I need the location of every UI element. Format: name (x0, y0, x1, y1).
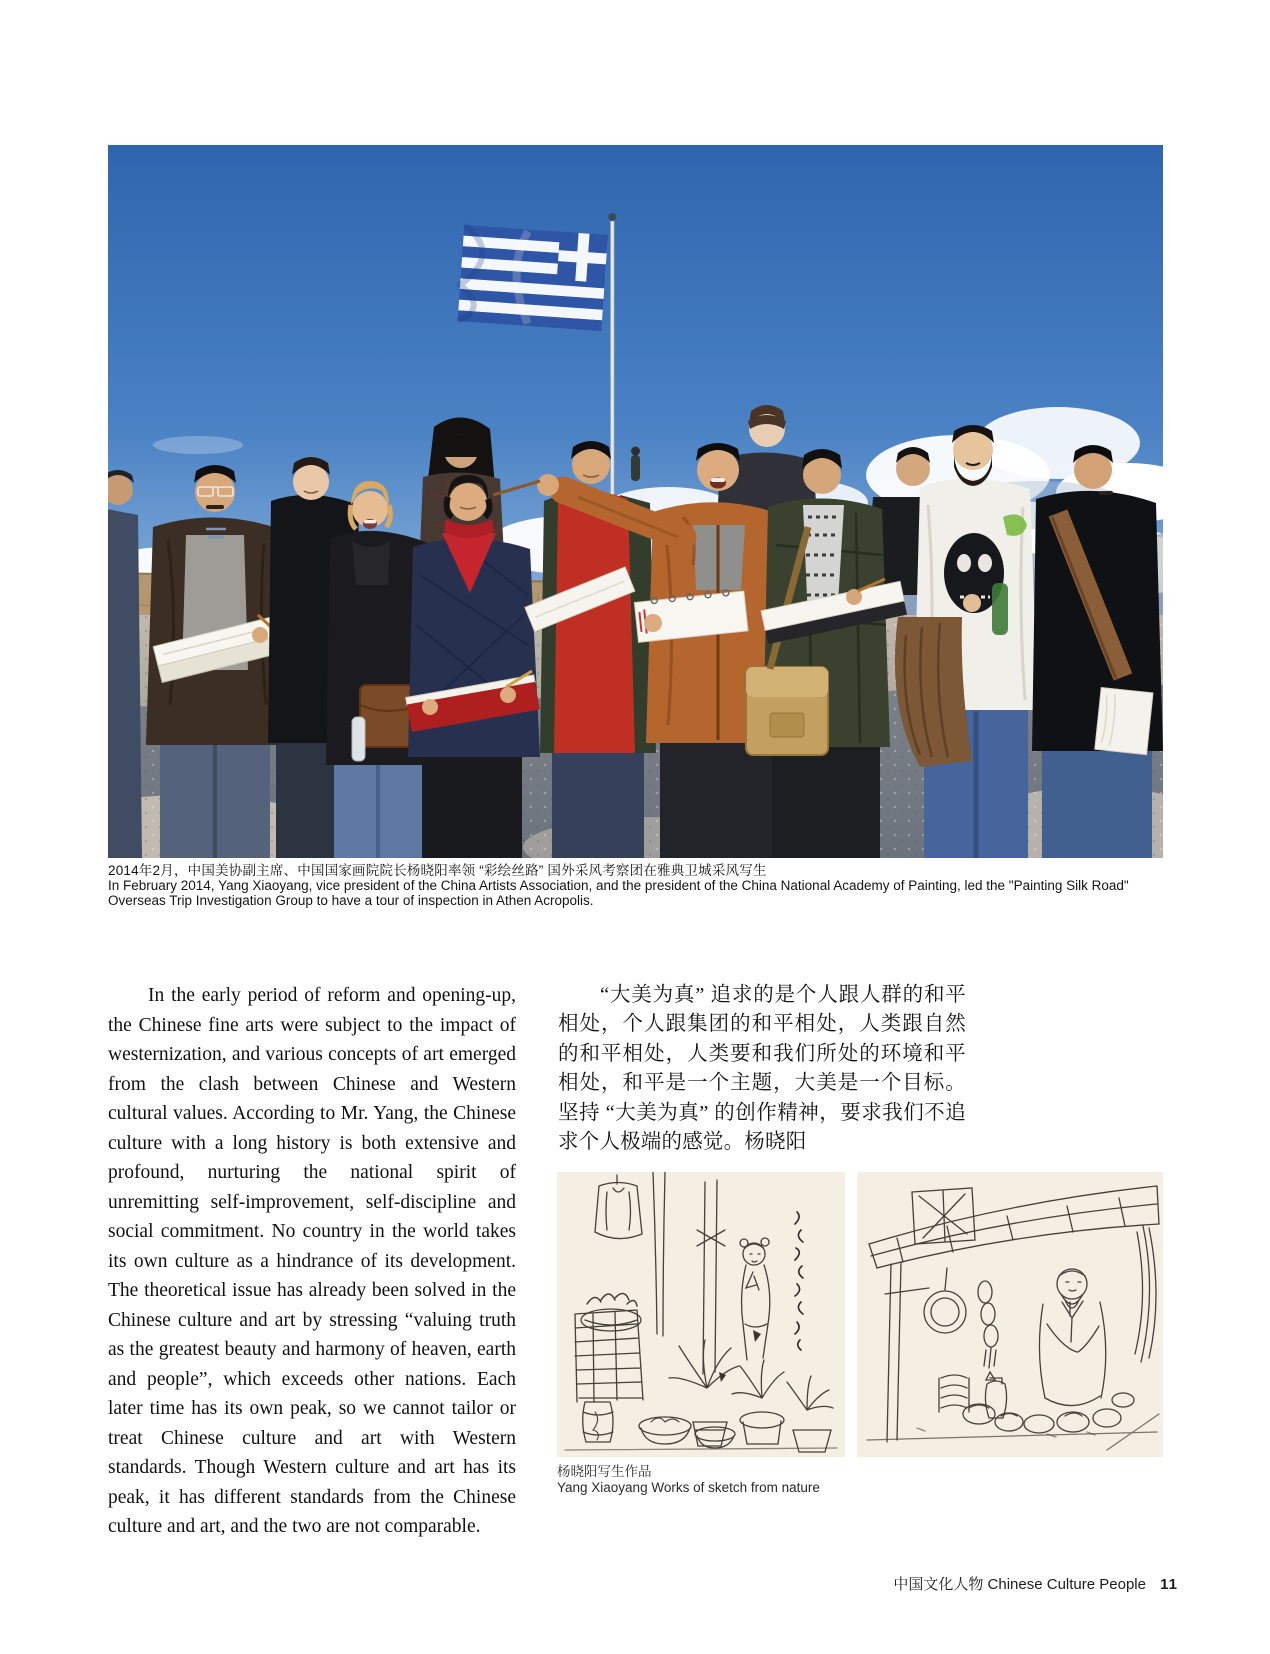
person-left-edge (108, 470, 142, 858)
sketch-stall-scene (857, 1172, 1163, 1457)
photo-caption-chinese: 2014年2月，中国美协副主席、中国国家画院院长杨晓阳率领 “彩绘丝路” 国外采风考察团在雅典卫城采风写生 (108, 863, 767, 878)
sketch-caption-english: Yang Xiaoyang Works of sketch from nature (557, 1480, 820, 1495)
sketch-caption (557, 1464, 1017, 1496)
person-far-right (1032, 445, 1163, 858)
photo-caption-english-line1: In February 2014, Yang Xiaoyang, vice president of the China Artists Association, and the president of the China National Academy of Painting, led the "Painting Silk Road" (108, 878, 1129, 894)
footer-title-chinese: 中国文化人物 (893, 1576, 984, 1593)
body-column-chinese: “大美为真” 追求的是个人跟人群的和平相处，个人跟集团的和平相处，人类跟自然的和平相处，人类要和我们所处的环境和平相处，和平是一个主题，大美是一个目标。坚持 “大美为真” 的创作精神，要求我们不追求个人极端的感觉。杨晓阳 (558, 984, 966, 1154)
page-number: 11 (1160, 1576, 1178, 1593)
sketch-caption-chinese: 杨晓阳写生作品 (557, 1464, 652, 1479)
photo-caption (108, 863, 1166, 909)
acropolis-photo-illustration (108, 145, 1163, 858)
group-photo (108, 145, 1163, 858)
greek-flag-icon (458, 225, 608, 331)
body-column-english: In the early period of reform and opening-up, the Chinese fine arts were subject to the impact of westernization, and various concepts of art emerged from the clash between Chinese and Western cultural values. According to Mr. Yang, the Chinese culture with a long history is both extensive and profound, nurturing the national spirit of unremitting self-improvement, self-discipline and social commitment. No country in the world takes its own culture as a hindrance of its development. The theoretical issue has already been solved in the Chinese culture and art by stressing “valuing truth as the greatest beauty and harmony of heaven, earth and people”, which exceeds other nations. Each later time has its own peak, so we cannot tailor or treat Chinese culture and art with Western standards. Though Western culture and art has its peak, it has different standards from the Chinese culture and art, and the two are not comparable. (108, 985, 516, 1537)
sketch-right-drawing (857, 1172, 1163, 1457)
photo-caption-english-line2: Overseas Trip Investigation Group to have a tour of inspection in Athen Acropolis. (108, 893, 594, 909)
page-footer (0, 1573, 1178, 1594)
sketch-left-drawing (557, 1172, 845, 1457)
sketch-market-scene (557, 1172, 845, 1457)
footer-title-english: Chinese Culture People (987, 1576, 1146, 1593)
